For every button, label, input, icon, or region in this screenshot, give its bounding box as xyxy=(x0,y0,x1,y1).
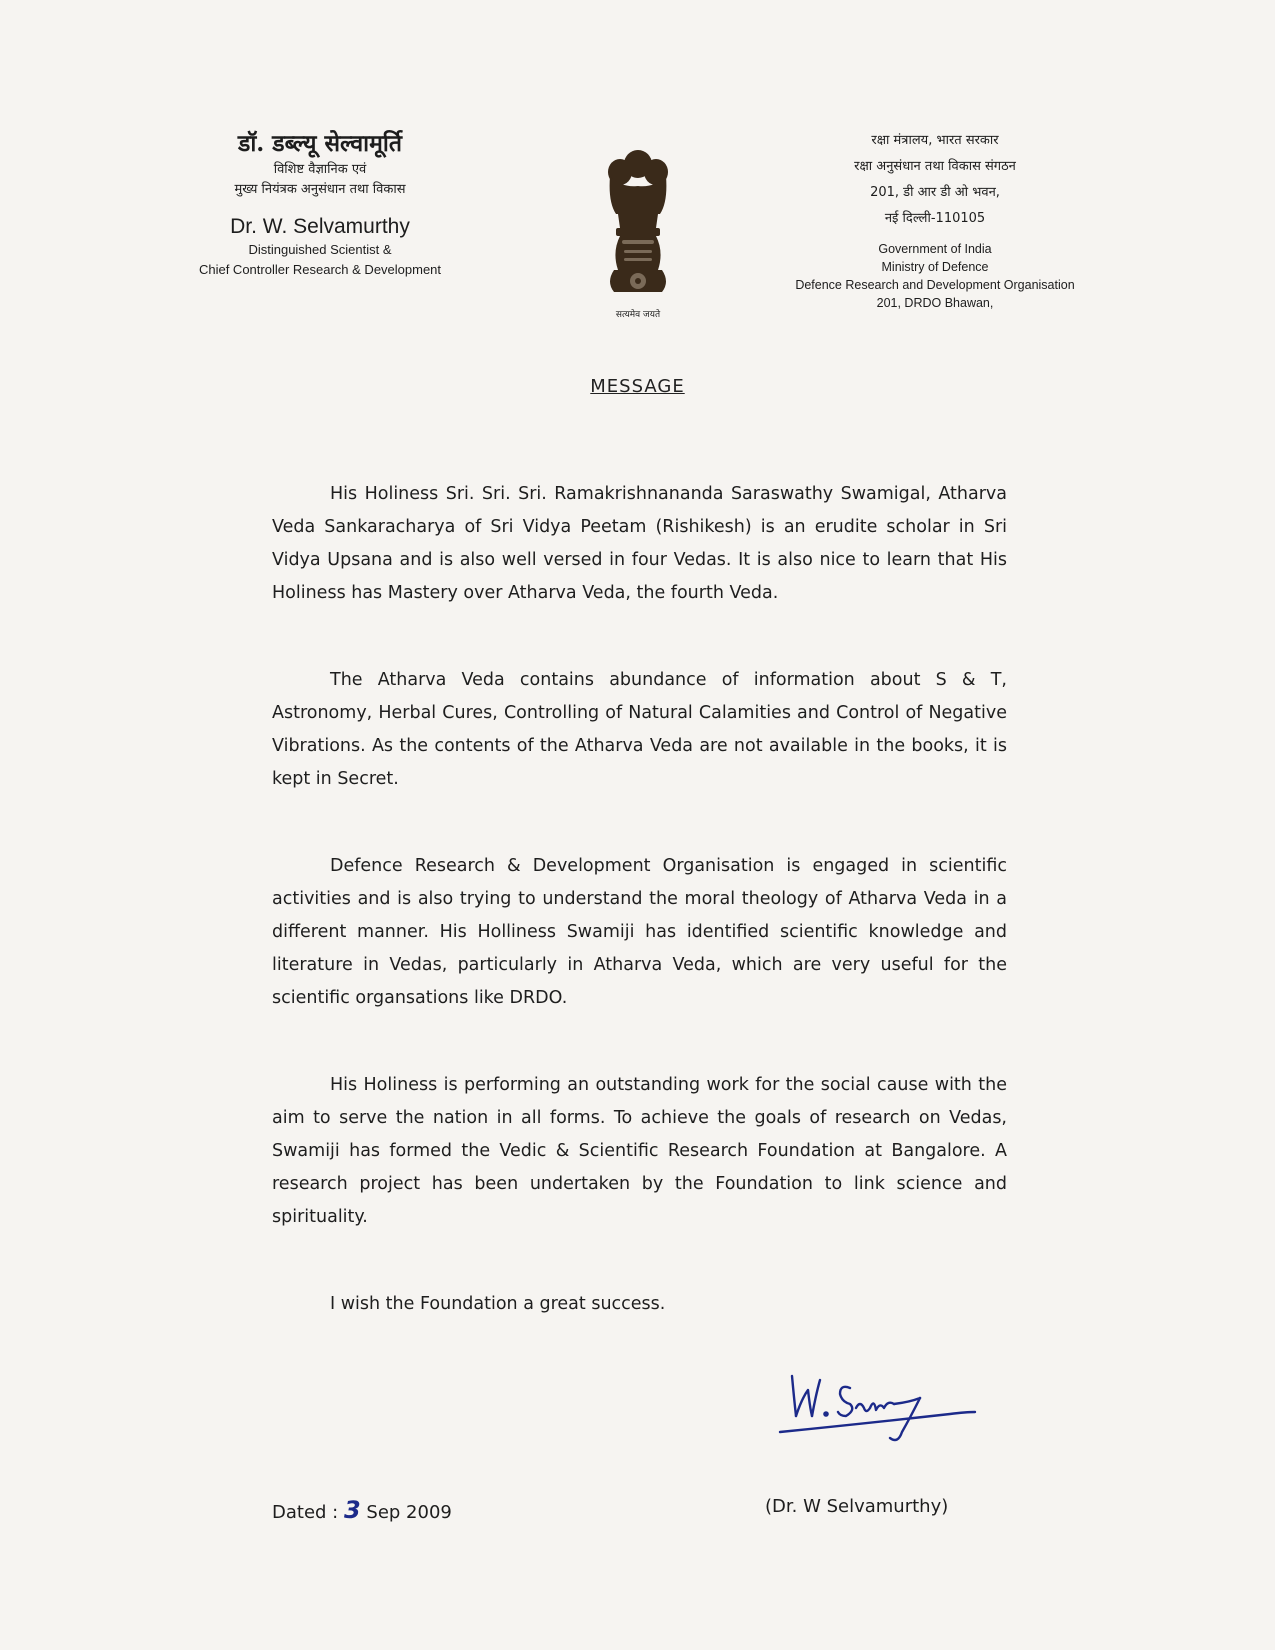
date-day: 3 xyxy=(343,1496,361,1524)
org-hindi-line-1: रक्षा मंत्रालय, भारत सरकार xyxy=(871,133,999,148)
message-paragraph-3: Defence Research & Development Organisation is engaged in scientific activities and is also trying to understand the moral theology of Atharva Veda in a different manner. His Holliness Swamiji has identified scientific knowledge and literature in Vedas, particularly in Atharva Veda, which are very useful for the scientific organsations like DRDO. xyxy=(272,856,1007,1008)
org-english-line-3: Defence Research and Development Organisation xyxy=(795,278,1075,292)
date-month-year: Sep 2009 xyxy=(366,1502,452,1523)
org-hindi-line-3: 201, डी आर डी ओ भवन, xyxy=(870,185,1000,200)
org-english-line-1: Government of India xyxy=(878,242,992,256)
emblem-motto: सत्यमेव जयते xyxy=(615,310,661,320)
handwritten-signature xyxy=(770,1358,980,1453)
org-english-line-2: Ministry of Defence xyxy=(881,260,989,274)
message-paragraph-1: His Holiness Sri. Sri. Sri. Ramakrishnananda Saraswathy Swamigal, Atharva Veda Sankaracharya of Sri Vidya Peetam (Rishikesh) is an erudite scholar in Sri Vidya Upsana and is also well versed in four Vedas. It is also nice to learn that His Holiness has Mastery over Atharva Veda, the fourth Veda. xyxy=(272,484,1007,603)
national-emblem xyxy=(598,142,678,322)
org-hindi-line-4: नई दिल्ली-110105 xyxy=(884,211,986,226)
sender-english-title-1: Distinguished Scientist & xyxy=(248,242,392,257)
message-title: MESSAGE xyxy=(590,376,685,397)
message-paragraph-2: The Atharva Veda contains abundance of information about S & T, Astronomy, Herbal Cures, Controlling of Natural Calamities and Control of Negative Vibrations. As the contents of the Atharva Veda are not available in the books, it is kept in Secret. xyxy=(272,670,1007,789)
organisation-letterhead xyxy=(745,128,1125,312)
signatory-name: (Dr. W Selvamurthy) xyxy=(765,1496,949,1517)
national-emblem-icon xyxy=(598,142,678,307)
sender-hindi-name: डॉ. डब्ल्यू सेल्वामूर्ति xyxy=(238,130,402,157)
org-english-line-4: 201, DRDO Bhawan, xyxy=(876,296,994,310)
sender-english-title-2: Chief Controller Research & Development xyxy=(198,262,442,277)
sender-english-name: Dr. W. Selvamurthy xyxy=(230,215,410,238)
signature-icon xyxy=(770,1358,980,1453)
sender-hindi-title-2: मुख्य नियंत्रक अनुसंधान तथा विकास xyxy=(234,182,406,197)
message-closing: I wish the Foundation a great success. xyxy=(330,1294,666,1314)
org-hindi-line-2: रक्षा अनुसंधान तथा विकास संगठन xyxy=(854,159,1016,174)
sender-hindi-title-1: विशिष्ट वैज्ञानिक एवं xyxy=(273,162,367,177)
message-paragraph-4: His Holiness is performing an outstanding work for the social cause with the aim to serve the nation in all forms. To achieve the goals of research on Vedas, Swamiji has formed the Vedic & Scientific Research Foundation at Bangalore. A research project has been undertaken by the Foundation to link science and spirituality. xyxy=(272,1075,1007,1227)
date-label: Dated : xyxy=(272,1502,339,1523)
date-line xyxy=(272,1496,452,1524)
sender-letterhead xyxy=(160,128,480,280)
message-body xyxy=(272,478,1007,1321)
